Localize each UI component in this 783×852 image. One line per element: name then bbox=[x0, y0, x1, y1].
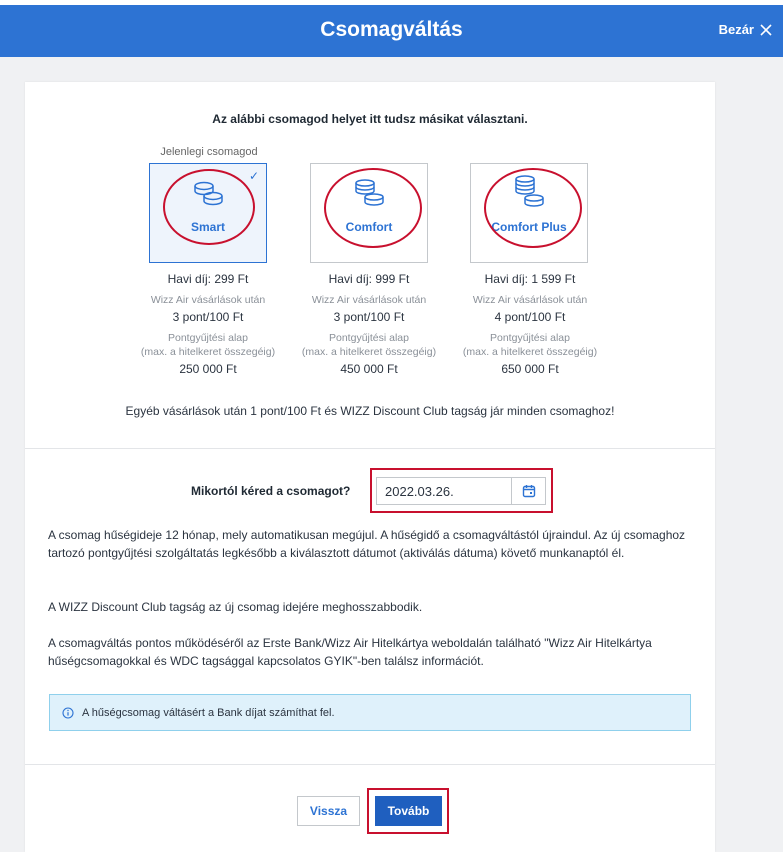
wizz-value: 3 pont/100 Ft bbox=[333, 310, 405, 324]
fee-notice bbox=[49, 694, 691, 731]
package-info-smart bbox=[123, 272, 293, 376]
base-label: Pontgyűjtési alap bbox=[490, 332, 570, 344]
monthly-fee: Havi díj: 1 599 Ft bbox=[484, 272, 576, 286]
divider bbox=[25, 764, 715, 765]
calendar-icon bbox=[522, 484, 536, 498]
next-button[interactable]: Tovább bbox=[375, 796, 442, 826]
package-card bbox=[25, 82, 715, 852]
base-label: Pontgyűjtési alap bbox=[329, 332, 409, 344]
divider bbox=[25, 448, 715, 449]
back-button[interactable]: Vissza bbox=[297, 796, 360, 826]
close-button[interactable] bbox=[719, 22, 772, 37]
base-label: Pontgyűjtési alap bbox=[168, 332, 248, 344]
wizz-label: Wizz Air vásárlások után bbox=[150, 294, 266, 306]
loyalty-paragraph: A csomag hűségideje 12 hónap, mely automatikusan megújul. A hűségidő a csomagváltástól újraindul. Az új csomaghoz tartozó pontgyűjtési szolgáltatás legkésőbb a kiválasztott dátumot (aktiválás dátuma) követő munkanaptól él. bbox=[48, 528, 686, 560]
package-option-smart[interactable] bbox=[149, 163, 267, 263]
monthly-fee: Havi díj: 999 Ft bbox=[328, 272, 410, 286]
intro-text: Az alábbi csomagod helyet itt tudsz másikat választani. bbox=[212, 112, 528, 126]
wizz-label: Wizz Air vásárlások után bbox=[311, 294, 427, 306]
base-value: 650 000 Ft bbox=[501, 362, 559, 376]
base-note: (max. a hitelkeret összegéig) bbox=[462, 346, 598, 358]
faq-paragraph: A csomagváltás pontos működéséről az Erste Bank/Wizz Air Hitelkártya weboldalán található "Wizz Air Hitelkártya hűségcsomagokkal és WDC tagsággal kapcsolatos GYIK"-ben találsz információt. bbox=[48, 636, 652, 668]
close-icon bbox=[760, 24, 772, 36]
wdc-paragraph: A WIZZ Discount Club tagság az új csomag idejére meghosszabbodik. bbox=[48, 600, 423, 614]
package-option-comfort[interactable] bbox=[310, 163, 428, 263]
date-label: Mikortól kéred a csomagot? bbox=[191, 484, 351, 498]
other-purchases-text: Egyéb vásárlások után 1 pont/100 Ft és WIZZ Discount Club tagság jár minden csomaghoz! bbox=[125, 404, 615, 418]
package-name: Comfort Plus bbox=[491, 220, 567, 234]
monthly-fee: Havi díj: 299 Ft bbox=[167, 272, 249, 286]
package-name: Smart bbox=[190, 220, 225, 234]
base-note: (max. a hitelkeret összegéig) bbox=[301, 346, 437, 358]
wizz-value: 3 pont/100 Ft bbox=[172, 310, 244, 324]
wizz-label: Wizz Air vásárlások után bbox=[472, 294, 588, 306]
modal-header bbox=[0, 5, 783, 57]
close-label: Bezár bbox=[718, 22, 754, 37]
base-value: 250 000 Ft bbox=[179, 362, 237, 376]
start-date-input[interactable] bbox=[376, 477, 546, 505]
info-icon bbox=[62, 707, 74, 719]
page-title: Csomagváltás bbox=[320, 18, 463, 41]
package-option-comfort-plus[interactable] bbox=[470, 163, 588, 263]
package-info-comfort bbox=[284, 272, 454, 376]
coins-icon bbox=[471, 174, 587, 215]
package-name: Comfort bbox=[345, 220, 393, 234]
calendar-button[interactable] bbox=[511, 478, 545, 504]
base-value: 450 000 Ft bbox=[340, 362, 398, 376]
check-icon: ✓ bbox=[248, 169, 259, 183]
base-note: (max. a hitelkeret összegéig) bbox=[140, 346, 276, 358]
notice-text: A hűségcsomag váltásért a Bank díjat számíthat fel. bbox=[82, 706, 335, 719]
date-value: 2022.03.26. bbox=[385, 484, 454, 499]
package-info-comfort-plus bbox=[445, 272, 615, 376]
current-package-label: Jelenlegi csomagod bbox=[160, 146, 258, 158]
coins-icon bbox=[311, 178, 427, 213]
coins-icon bbox=[150, 178, 266, 213]
wizz-value: 4 pont/100 Ft bbox=[494, 310, 566, 324]
